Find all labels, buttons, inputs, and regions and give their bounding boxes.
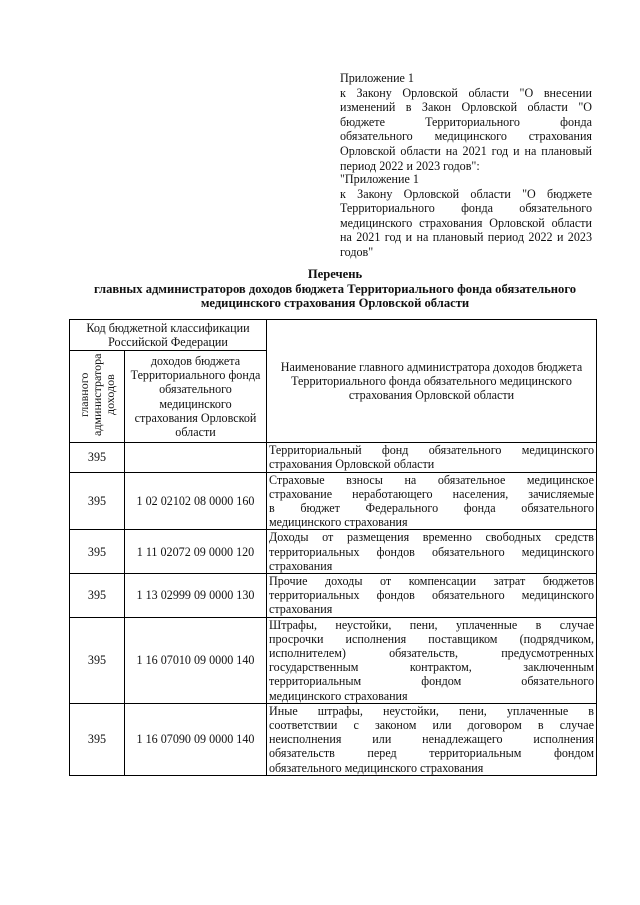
income-name-cell	[267, 443, 597, 472]
income-name-line: медицинского страхования	[269, 515, 408, 530]
appendix-2-heading: "Приложение 1	[340, 172, 419, 186]
table-row	[70, 574, 597, 618]
income-name-line: обязательств перед территориальным фондом	[269, 746, 594, 761]
income-name-line: территориальных фондов обязательного медицинского	[269, 544, 594, 559]
admin-code-cell: 395	[70, 703, 125, 775]
income-name-line: Территориальный фонд обязательного медицинского	[269, 443, 594, 458]
table-row	[70, 443, 597, 472]
income-code-cell: 1 16 07010 09 0000 140	[125, 617, 267, 703]
appendix-1-text: к Закону Орловской области "О внесении изменений в Закон Орловской области "О бюджете Территориального фонда обязательного медицинского страхования Орловской области на 2021 год и на плановый период 2022 и 2023 годов":	[340, 85, 592, 173]
income-name-line: государственным контрактом, заключенным	[269, 660, 594, 675]
income-name-line: территориальных фондов обязательного медицинского	[269, 588, 594, 603]
income-code-cell	[125, 443, 267, 472]
income-name-line: Штрафы, неустойки, пени, уплаченные в случае	[269, 617, 594, 632]
income-name-line: страхования Орловской области	[269, 457, 435, 472]
income-name-cell	[267, 472, 597, 530]
header-income: доходов бюджета Территориального фонда обязательного медицинского страхования Орловской области	[125, 351, 267, 443]
income-name-line: Страховые взносы на обязательное медицинское	[269, 472, 594, 487]
appendix-1-heading: Приложение 1	[340, 71, 414, 85]
income-name-line: страхования	[269, 558, 333, 573]
income-name-line: Иные штрафы, неустойки, пени, уплаченные в	[269, 703, 594, 718]
appendix-2-caption	[340, 172, 592, 260]
admin-code-cell: 395	[70, 574, 125, 618]
admin-code-cell: 395	[70, 472, 125, 530]
header-row-1	[70, 320, 597, 351]
income-code-cell: 1 11 02072 09 0000 120	[125, 530, 267, 574]
admin-code-cell: 395	[70, 530, 125, 574]
appendix-1-caption	[340, 71, 592, 173]
income-name-line: исполнителем) обязательств, предусмотренных	[269, 646, 594, 661]
table-row	[70, 703, 597, 775]
income-code-cell: 1 16 07090 09 0000 140	[125, 703, 267, 775]
income-name-line: обязательного медицинского страхования	[269, 760, 484, 775]
income-name-line: Прочие доходы от компенсации затрат бюджетов	[269, 574, 594, 589]
header-name: Наименование главного администратора доходов бюджета Территориального фонда обязательного медицинского страхования Орловской области	[267, 320, 597, 443]
income-code-cell: 1 13 02999 09 0000 130	[125, 574, 267, 618]
income-name-line: просрочки исполнения поставщиком (подрядчиком,	[269, 631, 594, 646]
income-name-line: территориальным фондом обязательного	[269, 674, 594, 689]
income-name-cell	[267, 530, 597, 574]
appendix-2-text: к Закону Орловской области "О бюджете Территориального фонда обязательного медицинского страхования Орловской области на 2021 год и на плановый период 2022 и 2023 годов"	[340, 186, 592, 259]
table-row	[70, 617, 597, 703]
header-admin-cell	[70, 351, 125, 443]
income-name-line: в бюджет Федерального фонда обязательного	[269, 501, 594, 516]
income-name-line: страхование неработающего населения, зачисляемые	[269, 486, 594, 501]
title-line-2: главных администраторов доходов бюджета Территориального фонда обязательного	[93, 281, 577, 296]
header-admin: главного администратора доходов	[76, 353, 117, 437]
table-row	[70, 530, 597, 574]
administrators-table	[69, 319, 597, 776]
table-row	[70, 472, 597, 530]
income-code-cell: 1 02 02102 08 0000 160	[125, 472, 267, 530]
admin-code-cell: 395	[70, 617, 125, 703]
title-line-1: Перечень	[307, 267, 363, 281]
income-name-line: страхования	[269, 602, 333, 617]
admin-code-cell: 395	[70, 443, 125, 472]
income-name-cell	[267, 617, 597, 703]
income-name-line: Доходы от размещения временно свободных средств	[269, 530, 594, 545]
header-kbk: Код бюджетной классификации Российской Федерации	[70, 320, 267, 351]
title-line-3: медицинского страхования Орловской области	[200, 296, 470, 311]
income-name-line: медицинского страхования	[269, 688, 408, 703]
document-title	[70, 267, 600, 311]
income-name-cell	[267, 574, 597, 618]
income-name-line: соответствии с законом или договором в случае	[269, 718, 594, 733]
income-name-line: неисполнения или ненадлежащего исполнения	[269, 732, 594, 747]
income-name-cell	[267, 703, 597, 775]
